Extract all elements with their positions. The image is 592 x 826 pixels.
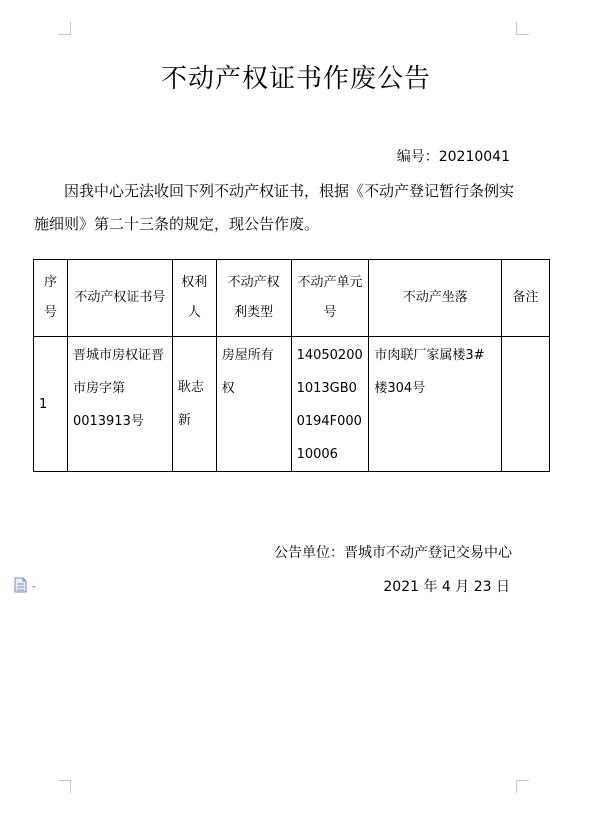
header-remark: 备注 bbox=[502, 260, 550, 337]
cell-right-type: 房屋所有权 bbox=[216, 337, 291, 472]
body-paragraph: 因我中心无法收回下列不动产权证书，根据《不动产登记暂行条例实施细则》第二十三条的规定，现公告作废。 bbox=[34, 182, 515, 233]
header-holder: 权利人 bbox=[172, 260, 216, 337]
cell-unit-no: 140502001013GB00194F00010006 bbox=[291, 337, 369, 472]
cell-cert-no: 晋城市房权证晋市房字第0013913号 bbox=[67, 337, 172, 472]
table-row bbox=[34, 337, 550, 472]
header-seq: 序号 bbox=[34, 260, 68, 337]
issue-date: 2021 年 4 月 23 日 bbox=[383, 579, 510, 595]
header-right-type: 不动产权利类型 bbox=[216, 260, 291, 337]
table-header-row bbox=[34, 260, 550, 337]
header-cert-no: 不动产权证书号 bbox=[67, 260, 172, 337]
header-unit-no: 不动产单元号 bbox=[291, 260, 369, 337]
document-number: 编号：20210041 bbox=[396, 149, 510, 165]
document-icon[interactable] bbox=[14, 577, 40, 593]
cell-seq: 1 bbox=[34, 337, 68, 472]
cell-holder: 耿志新 bbox=[172, 337, 216, 472]
issuing-unit: 公告单位：晋城市不动产登记交易中心 bbox=[274, 545, 512, 561]
page-corner-top-right bbox=[516, 22, 529, 35]
cell-remark bbox=[502, 337, 550, 472]
cell-location: 市肉联厂家属楼3#楼304号 bbox=[369, 337, 502, 472]
page-corner-bottom-left bbox=[58, 780, 71, 793]
page-corner-bottom-right bbox=[516, 780, 529, 793]
certificate-table bbox=[33, 259, 550, 472]
page-corner-top-left bbox=[58, 22, 71, 35]
header-location: 不动产坐落 bbox=[369, 260, 502, 337]
page-title: 不动产权证书作废公告 bbox=[160, 64, 431, 94]
